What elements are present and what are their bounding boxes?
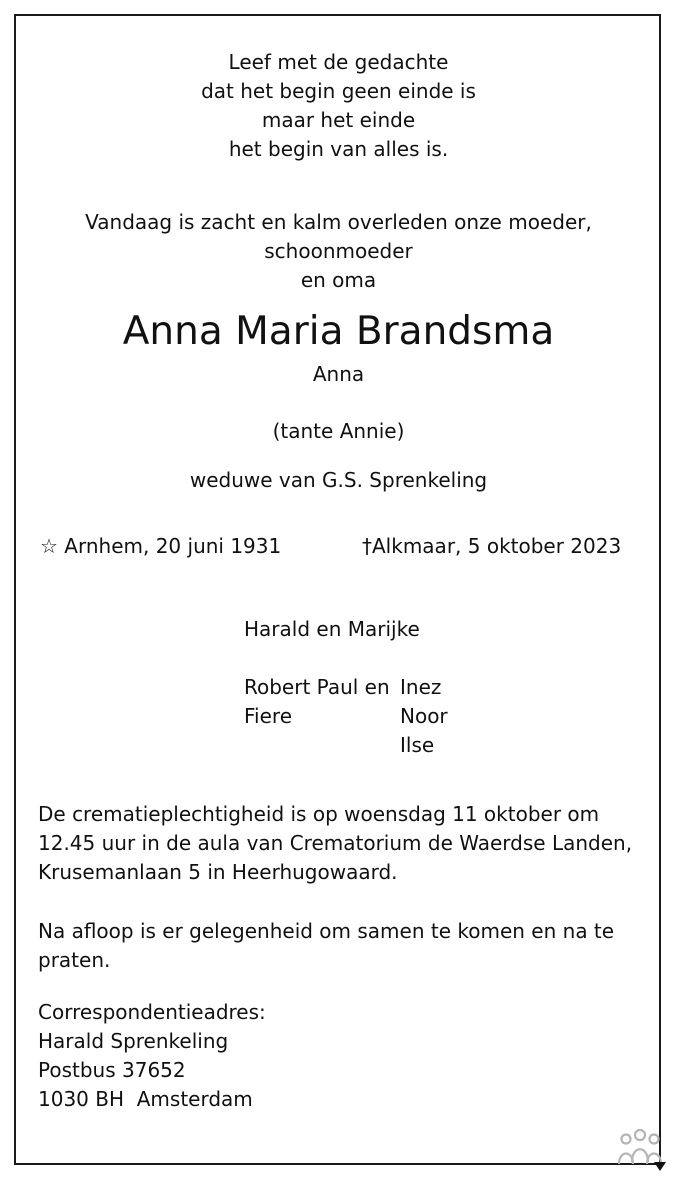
ceremony-line-2: 12.45 uur in de aula van Crematorium de Waerdse Landen, (38, 831, 633, 855)
widow-of: weduwe van G.S. Sprenkeling (189, 468, 488, 492)
correspondence-label: Correspondentieadres: (38, 1000, 266, 1024)
poem-line-4: het begin van alles is. (228, 137, 449, 161)
family-line-2-right: Inez (400, 675, 442, 699)
poem-line-3: maar het einde (261, 108, 416, 132)
ceremony-line-3: Krusemanlaan 5 in Heerhugowaard. (38, 860, 398, 884)
family-line-4-right: Ilse (400, 733, 435, 757)
deceased-nickname: (tante Annie) (272, 419, 405, 443)
people-group-icon[interactable] (616, 1126, 668, 1174)
family-line-1: Harald en Marijke (244, 617, 420, 641)
announcement-border (14, 14, 661, 1165)
correspondence-postcode: 1030 BH (38, 1087, 125, 1111)
birth-text: Arnhem, 20 juni 1931 (64, 534, 282, 558)
family-line-2-left: Robert Paul en (244, 675, 390, 699)
poem-line-2: dat het begin geen einde is (201, 79, 476, 103)
deceased-roepnaam: Anna (312, 362, 365, 386)
intro-line-3: en oma (300, 268, 377, 292)
cross-icon: † (362, 534, 372, 558)
correspondence-postbus: Postbus 37652 (38, 1058, 186, 1082)
correspondence-city: Amsterdam (136, 1087, 253, 1111)
death-line (362, 532, 621, 561)
people-group-svg (616, 1126, 668, 1174)
birth-line (40, 532, 281, 561)
family-line-3-left: Fiere (244, 704, 292, 728)
star-icon: ☆ (40, 534, 58, 558)
deceased-name: Anna Maria Brandsma (122, 309, 555, 354)
correspondence-city-line (38, 1085, 253, 1114)
correspondence-name: Harald Sprenkeling (38, 1029, 229, 1053)
intro-line-2: schoonmoeder (264, 239, 413, 263)
ceremony-line-1: De crematieplechtigheid is op woensdag 11 oktober om (38, 802, 600, 826)
poem-line-1: Leef met de gedachte (228, 50, 449, 74)
intro-line-1: Vandaag is zacht en kalm overleden onze moeder, (85, 210, 592, 234)
gathering-line-2: praten. (38, 948, 111, 972)
family-line-3-right: Noor (400, 704, 448, 728)
death-text: Alkmaar, 5 oktober 2023 (372, 534, 622, 558)
gathering-line-1: Na afloop is er gelegenheid om samen te komen en na te (38, 919, 615, 943)
